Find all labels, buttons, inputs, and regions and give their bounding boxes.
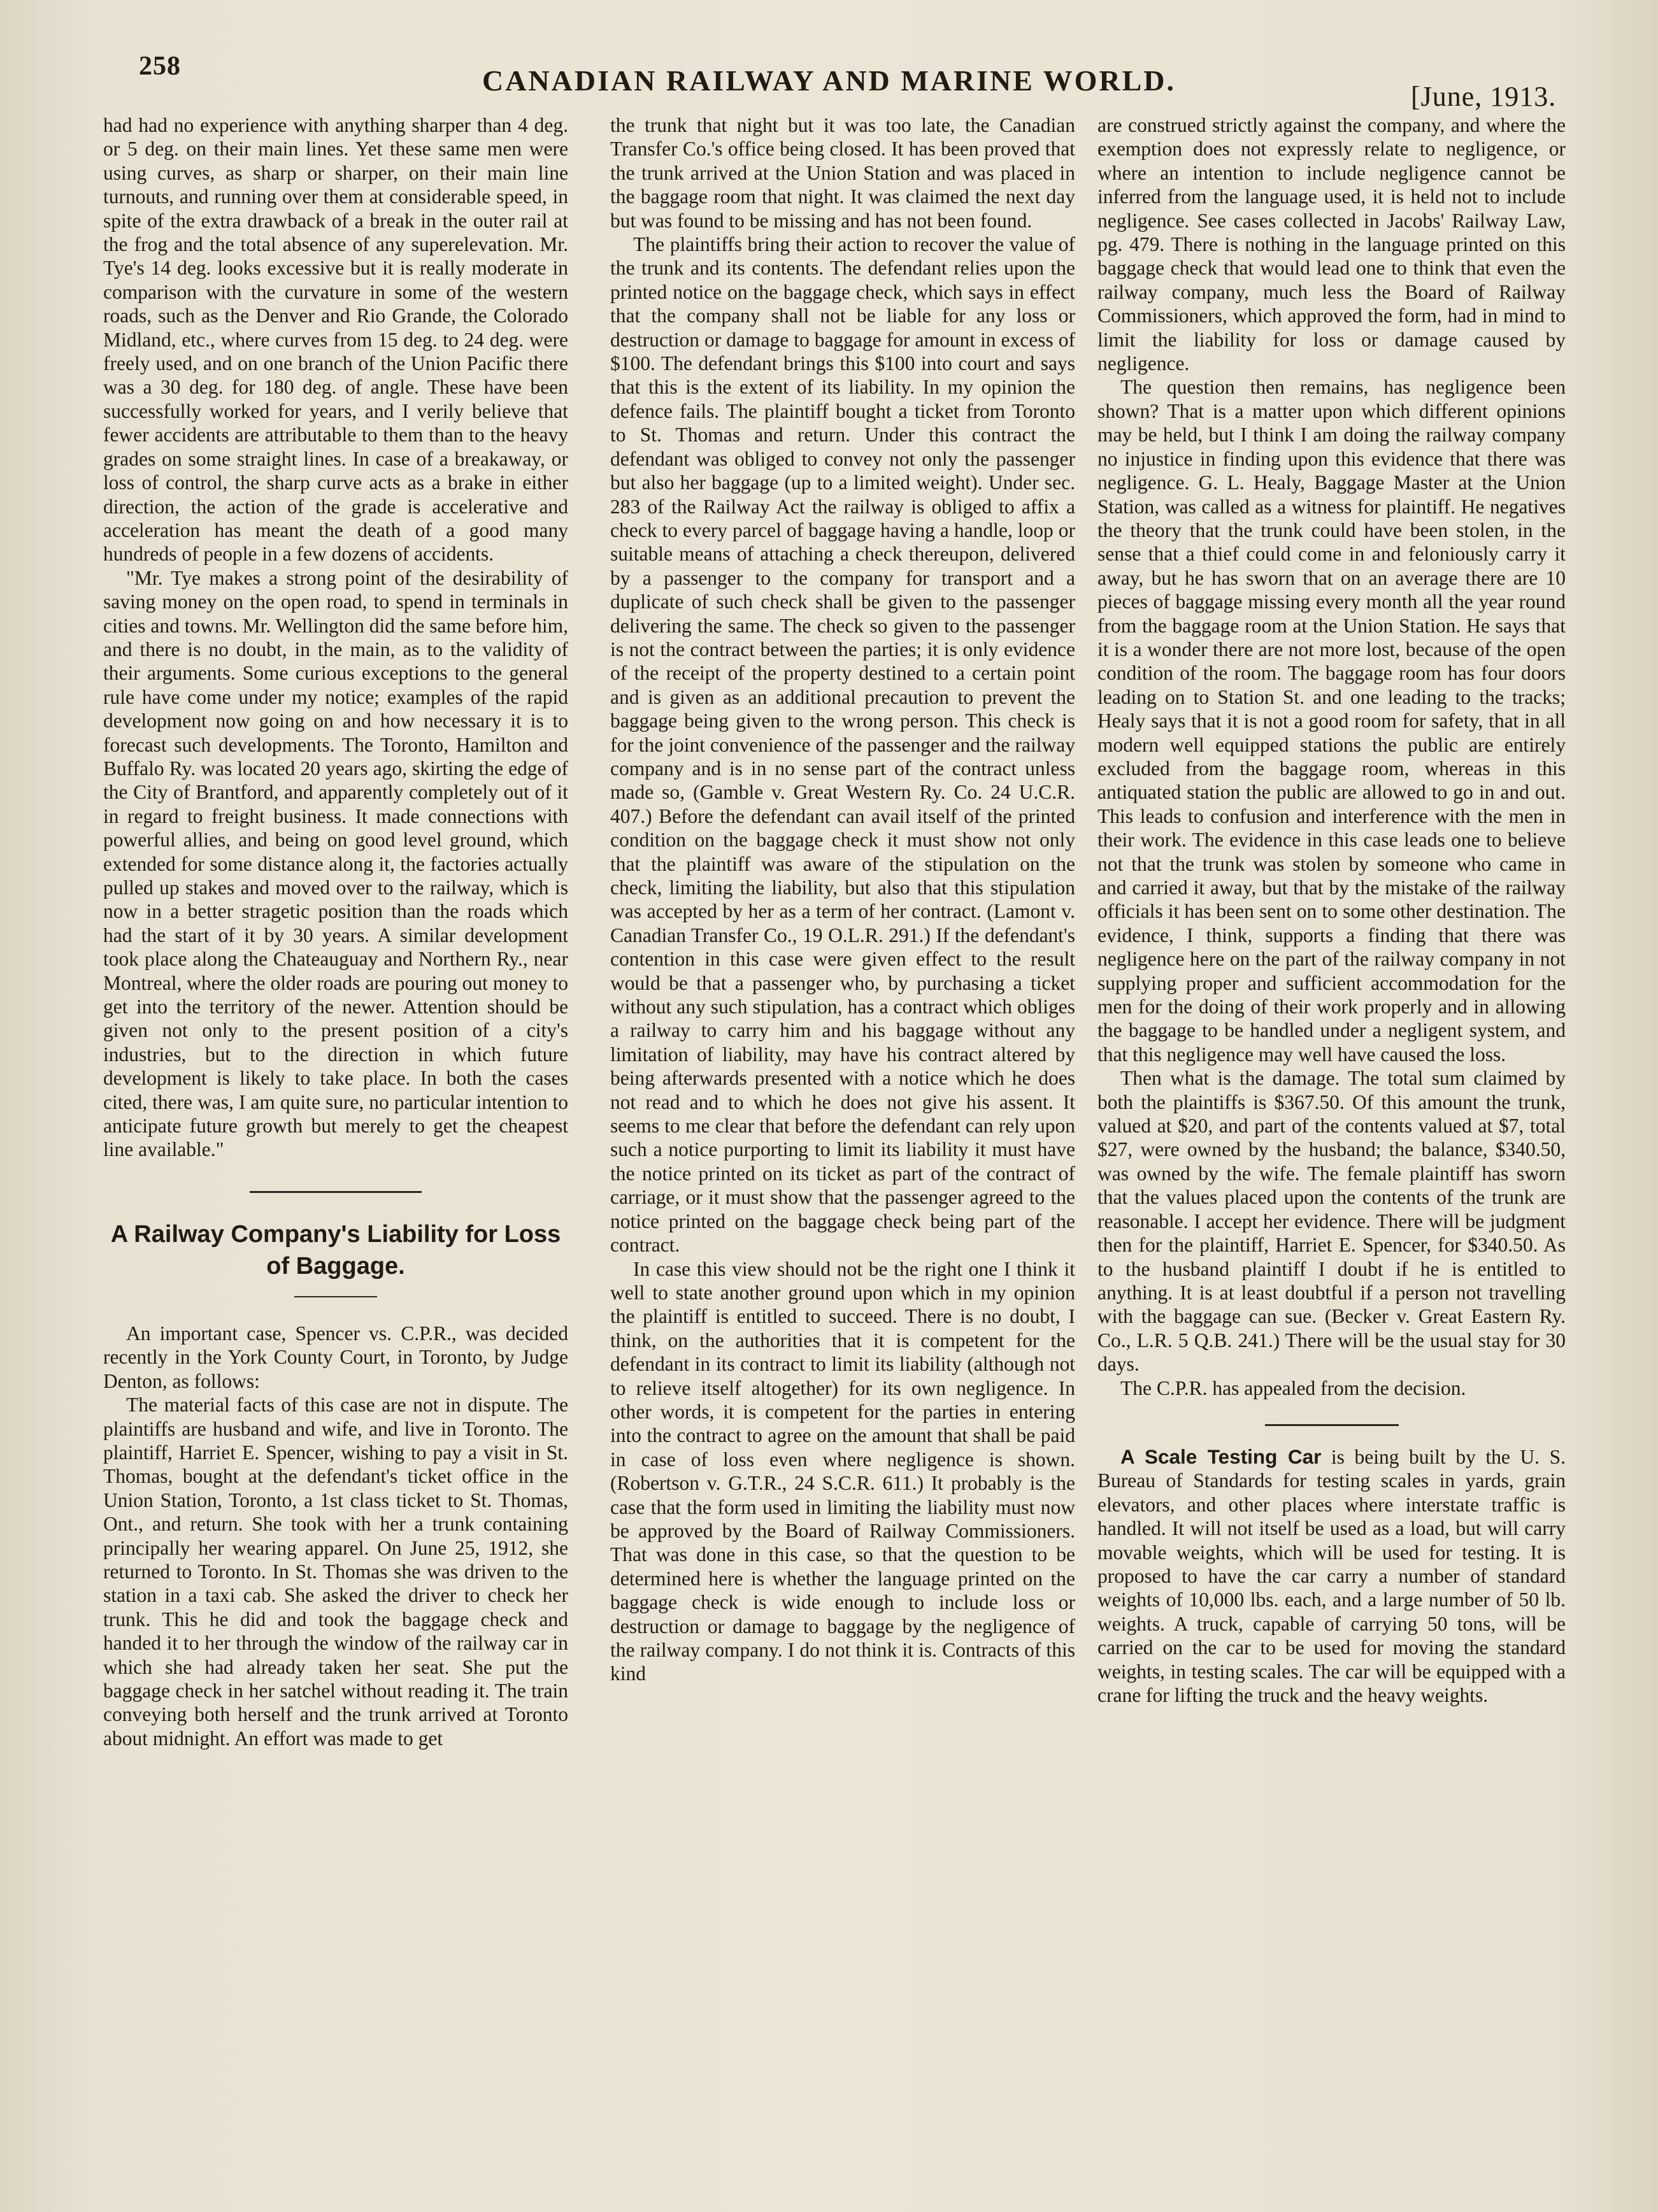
section-divider bbox=[250, 1191, 422, 1193]
article-paragraph: The plaintiffs bring their action to recover the value of the trunk and its contents. The defendant relies upon the printed notice on the baggage check, which says in effect that the company shall not be liable for any loss or destruction or damage to baggage for amount in excess of $100. The defendant brings this $100 into court and says that this is the extent of its liability. In my opinion the defence fails. The plaintiff bought a ticket from Toronto to St. Thomas and return. Under this contract the defendant was obliged to convey not only the passenger but also her baggage (up to a limited weight). Under sec. 283 of the Railway Act the railway is obliged to affix a check to every parcel of baggage having a handle, loop or suitable means of attaching a check thereupon, delivered by a passenger to the company for transport and a duplicate of such check shall be given to the passenger delivering the same. The check so given to the passenger is not the contract between the parties; it is only evidence of the receipt of the property destined to a certain point and is given as an additional precaution to prevent the baggage being given to the wrong person. This check is for the joint convenience of the passenger and the railway company and is in no sense part of the contract unless made so, (Gamble v. Great Western Ry. Co. 24 U.C.R. 407.) Before the defendant can avail itself of the printed condition on the baggage check it must show not only that the plaintiff was aware of the stipulation on the check, limiting the liability, but also that this stipulation was accepted by her as a term of her contract. (Lamont v. Canadian Transfer Co., 19 O.L.R. 291.) If the defendant's contention in this case were given effect to the result would be that a passenger who, by purchasing a ticket without any such stipulation, has a contract which obliges a railway to carry him and his baggage without any limitation of liability, may have his contract altered by being afterwards presented with a notice which he does not read and to which he does not give his assent. It seems to me clear that before the defendant can rely upon such a notice purporting to limit its liability it must have the notice printed on its ticket as part of the contract of carriage, or it must show that the passenger agreed to the notice printed on the baggage check being part of the contract. bbox=[610, 233, 1075, 1257]
article-paragraph: are construed strictly against the company, and where the exemption does not expressly relate to negligence, or where an intention to include negligence cannot be inferred from the language used, it is held not to include negligence. See cases collected in Jacobs' Railway Law, pg. 479. There is nothing in the language printed on this baggage check that would lead one to think that even the railway company, much less the Board of Railway Commissioners, which approved the form, had in mind to limit the liability for loss or damage caused by negligence. bbox=[1097, 114, 1566, 375]
article-paragraph: The question then remains, has negligence been shown? That is a matter upon which different opinions may be held, but I think I am doing the railway company no injustice in finding upon this evidence that there was negligence. G. L. Healy, Baggage Master at the Union Station, was called as a witness for plaintiff. He negatives the theory that the trunk could have been stolen, in the sense that a thief could come in and feloniously carry it away, but he has sworn that on an average there are 10 pieces of baggage missing every month all the year round from the baggage room at the Union Station. He says that it is a wonder there are not more lost, because of the open condition of the room. The baggage room has four doors leading on to Station St. and one leading to the tracks; Healy says that it is not a good room for safety, that in all modern well equipped stations the public are entirely excluded from the baggage room, whereas in this antiquated station the public are allowed to go in and out. This leads to confusion and interference with the men in their work. The evidence in this case leads one to believe not that the trunk was stolen by someone who came in and carried it away, but that by the mistake of the railway officials it has been sent on to some other destination. The evidence, I think, supports a finding that there was negligence here on the part of the railway company in not supplying proper and sufficient accommodation for the men for the doing of their work properly and in allowing the baggage to be handled under a negligent system, and that this negligence may well have caused the loss. bbox=[1097, 376, 1566, 1066]
article-heading: A Railway Company's Liability for Loss of Baggage. bbox=[110, 1220, 561, 1280]
article-paragraph: The C.P.R. has appealed from the decision. bbox=[1120, 1376, 1466, 1399]
column-3 bbox=[1097, 113, 1566, 1707]
article-paragraph: the trunk that night but it was too late, the Canadian Transfer Co.'s office being closed. It has been proved that the trunk arrived at the Union Station and was placed in the baggage room that night. It was claimed the next day but was found to be missing and has not been found. bbox=[610, 114, 1075, 232]
news-item-text: is being built by the U. S. Bureau of Standards for testing scales in yards, grain elevators, and other places where interstate traffic is handled. It will not itself be used as a load, but will carry movable weights, which will be used for testing. It is proposed to have the car carry a number of standard weights of 10,000 lbs. each, and a large number of 50 lb. weights. A truck, capable of carrying 50 tons, will be carried on the car to be used for moving the standard weights, in testing scales. The car will be equipped with a crane for lifting the truck and the heavy weights. bbox=[1097, 1445, 1566, 1706]
column-2 bbox=[610, 113, 1075, 1686]
article-paragraph: had had no experience with anything sharper than 4 deg. or 5 deg. on their main lines. Yet these same men were using curves, as sharp or sharper, on their main line turnouts, and running over them at considerable speed, in spite of the extra drawback of a break in the outer rail at the frog and the total absence of any superelevation. Mr. Tye's 14 deg. looks excessive but it is really moderate in comparison with the curvature in some of the western roads, such as the Denver and Rio Grande, the Colorado Midland, etc., where curves from 15 deg. to 24 deg. were freely used, and on one branch of the Union Pacific there was a 30 deg. for 180 deg. of angle. These have been successfully worked for years, and I verily believe that fewer accidents are attributable to them than to the heavy grades on some straight lines. In case of a breakaway, or loss of control, the sharp curve acts as a brake in either direction, the action of the grade is accelerative and acceleration has meant the death of a good many hundreds of people in a few dozens of accidents. bbox=[103, 114, 568, 566]
article-paragraph: Then what is the damage. The total sum claimed by both the plaintiffs is $367.50. Of this amount the trunk, valued at $20, and part of the contents valued at $7, total $27, were owned by the husband; the balance, $340.50, was owned by the wife. The female plaintiff has sworn that the values placed upon the contents of the trunk are reasonable. I accept her evidence. There will be judgment then for the plaintiff, Harriet E. Spencer, for $340.50. As to the husband plaintiff I doubt if he is entitled to anything. It is at least doubtful if a person not travelling with the baggage can sue. (Becker v. Great Eastern Ry. Co., L.R. 5 Q.B. 241.) There will be the usual stay for 30 days. bbox=[1097, 1067, 1566, 1376]
article-paragraph: An important case, Spencer vs. C.P.R., was decided recently in the York County Court, in Toronto, by Judge Denton, as follows: bbox=[103, 1322, 568, 1392]
heading-divider bbox=[294, 1296, 377, 1297]
section-divider bbox=[1265, 1424, 1399, 1426]
article-paragraph: In case this view should not be the right one I think it well to state another ground upon which in my opinion the plaintiff is entitled to succeed. There is no doubt, I think, on the authorities that it is competent for the defendant in its contract to limit its liability (although not to relieve itself altogether) for its own negligence. In other words, it is competent for the parties in entering into the contract to agree on the amount that shall be paid in case of loss even where negligence is shown. (Robertson v. G.T.R., 24 S.C.R. 611.) It probably is the case that the form used in limiting the liability must now be approved by the Board of Railway Commissioners. That was done in this case, so that the question to be determined here is whether the language printed on the baggage check is wide enough to include loss or destruction or damage to baggage by the negligence of the railway company. I do not think it is. Contracts of this kind bbox=[610, 1257, 1075, 1685]
column-1 bbox=[103, 113, 568, 1750]
publication-title: CANADIAN RAILWAY AND MARINE WORLD. bbox=[482, 64, 1176, 97]
article-paragraph: The material facts of this case are not in dispute. The plaintiffs are husband and wife, and live in Toronto. The plaintiff, Harriet E. Spencer, wishing to pay a visit in St. Thomas, bought at the defendant's ticket office in the Union Station, Toronto, a 1st class ticket to St. Thomas, Ont., and return. She took with her a trunk containing principally her wearing apparel. On June 25, 1912, she returned to Toronto. In St. Thomas she was driven to the station in a taxi cab. She asked the driver to check her trunk. This he did and took the baggage check and handed it to her through the window of the railway car in which she had already taken her seat. She put the baggage check in her satchel without reading it. The train conveying both herself and the trunk arrived at Toronto about midnight. An effort was made to get bbox=[103, 1394, 568, 1750]
issue-date: [June, 1913. bbox=[1411, 81, 1557, 112]
news-item-runin: A Scale Testing Car bbox=[1120, 1445, 1322, 1468]
page-number: 258 bbox=[139, 52, 181, 81]
news-item bbox=[1097, 1445, 1566, 1707]
article-paragraph: "Mr. Tye makes a strong point of the desirability of saving money on the open road, to spend in terminals in cities and towns. Mr. Wellington did the same before him, and there is no doubt, in the main, as to the validity of their arguments. Some curious exceptions to the general rule have come under my notice; examples of the rapid development now going on and how necessary it is to forecast such developments. The Toronto, Hamilton and Buffalo Ry. was located 20 years ago, skirting the edge of the City of Brantford, and apparently completely out of it in regard to freight business. It made connections with powerful allies, and being on good level ground, which extended for some distance along it, the factories actually pulled up stakes and moved over to the railway, which is now in a better stragetic position than the roads which had the start of it by 30 years. A similar development took place along the Chateauguay and Northern Ry., near Montreal, where the older roads are pouring out money to get into the territory of the newer. Attention should be given not only to the present position of a city's industries, but to the direction in which future development is likely to take place. In both the cases cited, there was, I am quite sure, no particular intention to anticipate future growth but merely to get the cheapest line available." bbox=[103, 566, 569, 1161]
